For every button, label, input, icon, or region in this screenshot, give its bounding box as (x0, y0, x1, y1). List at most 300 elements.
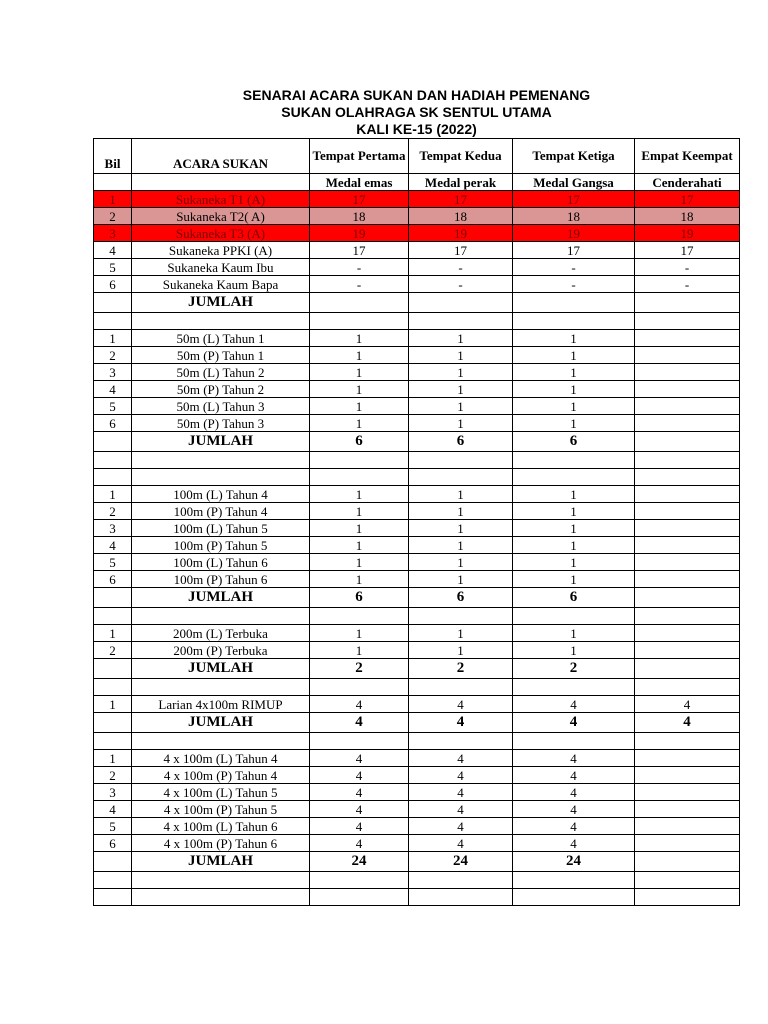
bil-cell (94, 852, 132, 872)
blank-row (94, 313, 740, 330)
medal-perak-cell: 1 (409, 625, 513, 642)
empty-cell (635, 452, 740, 469)
medal-gangsa-cell: 19 (513, 225, 635, 242)
event-cell: 4 x 100m (L) Tahun 5 (132, 784, 310, 801)
medal-gangsa-cell: 1 (513, 537, 635, 554)
cenderahati-cell (635, 398, 740, 415)
empty-cell (132, 872, 310, 889)
medal-gangsa-cell: 6 (513, 588, 635, 608)
event-row (94, 571, 740, 588)
medal-gangsa-cell: 1 (513, 571, 635, 588)
cenderahati-cell: 4 (635, 713, 740, 733)
cenderahati-cell (635, 432, 740, 452)
medal-perak-cell: 1 (409, 642, 513, 659)
event-cell: 50m (P) Tahun 2 (132, 381, 310, 398)
medal-perak-cell: 4 (409, 818, 513, 835)
header-col1: Tempat Pertama (310, 139, 409, 174)
medal-perak-cell: 19 (409, 225, 513, 242)
medal-gangsa-cell: 4 (513, 818, 635, 835)
bil-cell (94, 713, 132, 733)
medal-perak-cell: 2 (409, 659, 513, 679)
event-row (94, 503, 740, 520)
event-cell: 50m (L) Tahun 1 (132, 330, 310, 347)
bil-cell: 1 (94, 696, 132, 713)
subheader-col3: Medal Gangsa (513, 174, 635, 191)
event-row (94, 784, 740, 801)
medal-emas-cell: 4 (310, 750, 409, 767)
event-row (94, 347, 740, 364)
medal-emas-cell: 1 (310, 330, 409, 347)
empty-cell (132, 733, 310, 750)
empty-cell (94, 679, 132, 696)
subheader-empty (132, 174, 310, 191)
medal-gangsa-cell: 17 (513, 242, 635, 259)
bil-cell: 1 (94, 625, 132, 642)
medal-gangsa-cell: 4 (513, 713, 635, 733)
empty-cell (513, 889, 635, 906)
event-row (94, 750, 740, 767)
medal-gangsa-cell: 1 (513, 398, 635, 415)
event-cell: 100m (P) Tahun 5 (132, 537, 310, 554)
event-cell: JUMLAH (132, 659, 310, 679)
event-row (94, 191, 740, 208)
cenderahati-cell (635, 818, 740, 835)
blank-row (94, 872, 740, 889)
empty-cell (94, 608, 132, 625)
medal-perak-cell: - (409, 259, 513, 276)
bil-cell: 1 (94, 486, 132, 503)
event-cell: JUMLAH (132, 588, 310, 608)
title-line-2: SUKAN OLAHRAGA SK SENTUL UTAMA (281, 104, 552, 120)
cenderahati-cell: - (635, 259, 740, 276)
medal-perak-cell: 1 (409, 347, 513, 364)
event-cell: 100m (L) Tahun 6 (132, 554, 310, 571)
empty-cell (94, 313, 132, 330)
event-cell: 50m (L) Tahun 3 (132, 398, 310, 415)
blank-row (94, 469, 740, 486)
event-row (94, 415, 740, 432)
empty-cell (132, 452, 310, 469)
cenderahati-cell (635, 571, 740, 588)
blank-row (94, 452, 740, 469)
empty-cell (310, 889, 409, 906)
blank-row (94, 679, 740, 696)
medal-emas-cell: 1 (310, 642, 409, 659)
event-row (94, 642, 740, 659)
cenderahati-cell (635, 659, 740, 679)
cenderahati-cell (635, 330, 740, 347)
header-bil: Bil (94, 139, 132, 174)
cenderahati-cell (635, 364, 740, 381)
event-cell: 100m (L) Tahun 4 (132, 486, 310, 503)
jumlah-row (94, 659, 740, 679)
medal-emas-cell: 18 (310, 208, 409, 225)
bil-cell: 5 (94, 259, 132, 276)
empty-cell (635, 679, 740, 696)
title-line-3: KALI KE-15 (2022) (356, 121, 477, 137)
empty-cell (132, 469, 310, 486)
medal-gangsa-cell: - (513, 259, 635, 276)
empty-cell (132, 313, 310, 330)
empty-cell (94, 889, 132, 906)
event-cell: Sukaneka Kaum Bapa (132, 276, 310, 293)
medal-gangsa-cell: 1 (513, 503, 635, 520)
event-cell: JUMLAH (132, 852, 310, 872)
empty-cell (94, 733, 132, 750)
medal-perak-cell: 4 (409, 696, 513, 713)
event-cell: Sukaneka PPKI (A) (132, 242, 310, 259)
bil-cell (94, 659, 132, 679)
medal-gangsa-cell: 4 (513, 801, 635, 818)
cenderahati-cell (635, 347, 740, 364)
event-cell: 200m (L) Terbuka (132, 625, 310, 642)
empty-cell (310, 872, 409, 889)
medal-gangsa-cell: 6 (513, 432, 635, 452)
event-row (94, 330, 740, 347)
event-row (94, 520, 740, 537)
event-row (94, 486, 740, 503)
medal-emas-cell: 24 (310, 852, 409, 872)
medal-perak-cell: 18 (409, 208, 513, 225)
empty-cell (513, 452, 635, 469)
header-acara: ACARA SUKAN (132, 139, 310, 174)
medal-perak-cell: 4 (409, 835, 513, 852)
header-col3: Tempat Ketiga (513, 139, 635, 174)
empty-cell (310, 469, 409, 486)
medal-perak-cell: - (409, 276, 513, 293)
empty-cell (513, 733, 635, 750)
blank-row (94, 608, 740, 625)
cenderahati-cell (635, 503, 740, 520)
medal-emas-cell: 4 (310, 767, 409, 784)
medal-gangsa-cell: 1 (513, 330, 635, 347)
jumlah-row (94, 852, 740, 872)
medal-gangsa-cell: 1 (513, 486, 635, 503)
bil-cell: 4 (94, 537, 132, 554)
medal-emas-cell: 6 (310, 432, 409, 452)
medal-perak-cell: 17 (409, 191, 513, 208)
empty-cell (635, 872, 740, 889)
medal-emas-cell: 1 (310, 381, 409, 398)
cenderahati-cell (635, 293, 740, 313)
bil-cell: 1 (94, 191, 132, 208)
medal-emas-cell: 1 (310, 364, 409, 381)
empty-cell (94, 872, 132, 889)
event-row (94, 554, 740, 571)
medal-gangsa-cell: 4 (513, 835, 635, 852)
subheader-empty (94, 174, 132, 191)
event-cell: 50m (P) Tahun 3 (132, 415, 310, 432)
event-cell: JUMLAH (132, 432, 310, 452)
medal-emas-cell: 1 (310, 503, 409, 520)
event-row (94, 208, 740, 225)
bil-cell: 4 (94, 242, 132, 259)
medal-emas-cell: 4 (310, 818, 409, 835)
bil-cell: 1 (94, 330, 132, 347)
bil-cell: 4 (94, 381, 132, 398)
event-row (94, 537, 740, 554)
event-row (94, 696, 740, 713)
medal-gangsa-cell: 1 (513, 520, 635, 537)
medal-emas-cell: 19 (310, 225, 409, 242)
medal-perak-cell: 6 (409, 588, 513, 608)
empty-cell (409, 313, 513, 330)
event-row (94, 242, 740, 259)
event-cell: JUMLAH (132, 293, 310, 313)
medal-emas-cell: 1 (310, 347, 409, 364)
medal-emas-cell: 1 (310, 398, 409, 415)
medal-emas-cell: 4 (310, 713, 409, 733)
jumlah-row (94, 713, 740, 733)
cenderahati-cell (635, 588, 740, 608)
bil-cell: 2 (94, 642, 132, 659)
cenderahati-cell: 18 (635, 208, 740, 225)
medal-perak-cell: 1 (409, 364, 513, 381)
title-line-1: SENARAI ACARA SUKAN DAN HADIAH PEMENANG (242, 87, 591, 103)
medal-gangsa-cell: 4 (513, 767, 635, 784)
event-cell: 100m (L) Tahun 5 (132, 520, 310, 537)
event-cell: JUMLAH (132, 713, 310, 733)
medal-perak-cell (409, 293, 513, 313)
events-table (93, 138, 740, 906)
event-row (94, 225, 740, 242)
empty-cell (635, 313, 740, 330)
cenderahati-cell (635, 554, 740, 571)
blank-row (94, 733, 740, 750)
event-cell: 100m (P) Tahun 6 (132, 571, 310, 588)
cenderahati-cell (635, 767, 740, 784)
medal-gangsa-cell: 18 (513, 208, 635, 225)
medal-perak-cell: 1 (409, 398, 513, 415)
event-cell: 4 x 100m (L) Tahun 6 (132, 818, 310, 835)
empty-cell (513, 313, 635, 330)
empty-cell (409, 872, 513, 889)
cenderahati-cell (635, 784, 740, 801)
bil-cell: 2 (94, 767, 132, 784)
header-col4: Empat Keempat (635, 139, 740, 174)
medal-emas-cell: 17 (310, 191, 409, 208)
empty-cell (94, 452, 132, 469)
bil-cell: 3 (94, 364, 132, 381)
medal-emas-cell: 4 (310, 835, 409, 852)
event-cell: Sukaneka T1 (A) (132, 191, 310, 208)
cenderahati-cell (635, 750, 740, 767)
medal-perak-cell: 1 (409, 537, 513, 554)
empty-cell (513, 469, 635, 486)
medal-gangsa-cell: 2 (513, 659, 635, 679)
cenderahati-cell (635, 835, 740, 852)
subheader-row (94, 174, 740, 191)
medal-emas-cell: 1 (310, 486, 409, 503)
bil-cell: 2 (94, 347, 132, 364)
empty-cell (310, 452, 409, 469)
event-cell: 4 x 100m (L) Tahun 4 (132, 750, 310, 767)
medal-gangsa-cell: 4 (513, 750, 635, 767)
empty-cell (513, 872, 635, 889)
medal-emas-cell: 2 (310, 659, 409, 679)
subheader-col4: Cenderahati (635, 174, 740, 191)
cenderahati-cell: 19 (635, 225, 740, 242)
cenderahati-cell (635, 520, 740, 537)
subheader-col2: Medal perak (409, 174, 513, 191)
medal-gangsa-cell: 1 (513, 347, 635, 364)
event-cell: 4 x 100m (P) Tahun 6 (132, 835, 310, 852)
medal-emas-cell: 4 (310, 801, 409, 818)
bil-cell: 6 (94, 276, 132, 293)
cenderahati-cell: 17 (635, 242, 740, 259)
medal-perak-cell: 1 (409, 520, 513, 537)
event-cell: 4 x 100m (P) Tahun 5 (132, 801, 310, 818)
medal-emas-cell: - (310, 276, 409, 293)
empty-cell (310, 608, 409, 625)
event-cell: 200m (P) Terbuka (132, 642, 310, 659)
subheader-col1: Medal emas (310, 174, 409, 191)
document-title (94, 87, 739, 138)
medal-perak-cell: 1 (409, 330, 513, 347)
medal-gangsa-cell: 1 (513, 364, 635, 381)
empty-cell (310, 313, 409, 330)
empty-cell (310, 733, 409, 750)
medal-emas-cell: 4 (310, 784, 409, 801)
medal-perak-cell: 4 (409, 767, 513, 784)
medal-emas-cell: 1 (310, 554, 409, 571)
jumlah-row (94, 293, 740, 313)
empty-cell (132, 608, 310, 625)
medal-gangsa-cell: 1 (513, 415, 635, 432)
event-cell: Sukaneka T2( A) (132, 208, 310, 225)
medal-perak-cell: 1 (409, 554, 513, 571)
empty-cell (310, 679, 409, 696)
medal-gangsa-cell: 1 (513, 642, 635, 659)
medal-gangsa-cell: 24 (513, 852, 635, 872)
medal-emas-cell: 1 (310, 537, 409, 554)
jumlah-row (94, 588, 740, 608)
empty-cell (409, 469, 513, 486)
empty-cell (94, 469, 132, 486)
medal-gangsa-cell: 1 (513, 554, 635, 571)
medal-perak-cell: 4 (409, 713, 513, 733)
cenderahati-cell: 17 (635, 191, 740, 208)
empty-cell (513, 679, 635, 696)
bil-cell: 2 (94, 208, 132, 225)
cenderahati-cell (635, 852, 740, 872)
medal-emas-cell: 1 (310, 571, 409, 588)
event-cell: Sukaneka Kaum Ibu (132, 259, 310, 276)
medal-emas-cell: - (310, 259, 409, 276)
bil-cell (94, 293, 132, 313)
medal-emas-cell: 1 (310, 520, 409, 537)
empty-cell (409, 733, 513, 750)
blank-row (94, 889, 740, 906)
jumlah-row (94, 432, 740, 452)
bil-cell: 3 (94, 225, 132, 242)
cenderahati-cell: 4 (635, 696, 740, 713)
medal-emas-cell: 6 (310, 588, 409, 608)
medal-perak-cell: 24 (409, 852, 513, 872)
event-cell: Sukaneka T3 (A) (132, 225, 310, 242)
bil-cell (94, 588, 132, 608)
event-row (94, 625, 740, 642)
medal-perak-cell: 1 (409, 486, 513, 503)
event-cell: 100m (P) Tahun 4 (132, 503, 310, 520)
event-cell: 4 x 100m (P) Tahun 4 (132, 767, 310, 784)
event-row (94, 801, 740, 818)
event-cell: 50m (P) Tahun 1 (132, 347, 310, 364)
cenderahati-cell: - (635, 276, 740, 293)
medal-perak-cell: 1 (409, 503, 513, 520)
medal-emas-cell: 1 (310, 625, 409, 642)
medal-perak-cell: 4 (409, 750, 513, 767)
medal-gangsa-cell (513, 293, 635, 313)
medal-gangsa-cell: 1 (513, 625, 635, 642)
bil-cell: 5 (94, 398, 132, 415)
cenderahati-cell (635, 625, 740, 642)
medal-emas-cell: 17 (310, 242, 409, 259)
bil-cell (94, 432, 132, 452)
medal-gangsa-cell: 4 (513, 696, 635, 713)
bil-cell: 6 (94, 571, 132, 588)
header-row (94, 139, 740, 174)
medal-perak-cell: 1 (409, 415, 513, 432)
empty-cell (409, 889, 513, 906)
medal-perak-cell: 6 (409, 432, 513, 452)
bil-cell: 6 (94, 835, 132, 852)
medal-perak-cell: 1 (409, 381, 513, 398)
event-cell: Larian 4x100m RIMUP (132, 696, 310, 713)
cenderahati-cell (635, 381, 740, 398)
medal-gangsa-cell: 4 (513, 784, 635, 801)
bil-cell: 1 (94, 750, 132, 767)
cenderahati-cell (635, 415, 740, 432)
cenderahati-cell (635, 537, 740, 554)
event-row (94, 259, 740, 276)
bil-cell: 4 (94, 801, 132, 818)
empty-cell (513, 608, 635, 625)
event-row (94, 364, 740, 381)
empty-cell (409, 608, 513, 625)
empty-cell (635, 469, 740, 486)
medal-emas-cell: 1 (310, 415, 409, 432)
empty-cell (409, 452, 513, 469)
medal-gangsa-cell: - (513, 276, 635, 293)
medal-emas-cell: 4 (310, 696, 409, 713)
medal-perak-cell: 17 (409, 242, 513, 259)
bil-cell: 6 (94, 415, 132, 432)
cenderahati-cell (635, 801, 740, 818)
bil-cell: 2 (94, 503, 132, 520)
empty-cell (409, 679, 513, 696)
medal-emas-cell (310, 293, 409, 313)
event-row (94, 381, 740, 398)
medal-perak-cell: 1 (409, 571, 513, 588)
event-row (94, 767, 740, 784)
bil-cell: 5 (94, 818, 132, 835)
cenderahati-cell (635, 486, 740, 503)
empty-cell (635, 733, 740, 750)
event-row (94, 276, 740, 293)
empty-cell (635, 889, 740, 906)
header-col2: Tempat Kedua (409, 139, 513, 174)
bil-cell: 5 (94, 554, 132, 571)
cenderahati-cell (635, 642, 740, 659)
event-row (94, 398, 740, 415)
bil-cell: 3 (94, 520, 132, 537)
bil-cell: 3 (94, 784, 132, 801)
medal-gangsa-cell: 17 (513, 191, 635, 208)
event-cell: 50m (L) Tahun 2 (132, 364, 310, 381)
event-row (94, 818, 740, 835)
event-row (94, 835, 740, 852)
